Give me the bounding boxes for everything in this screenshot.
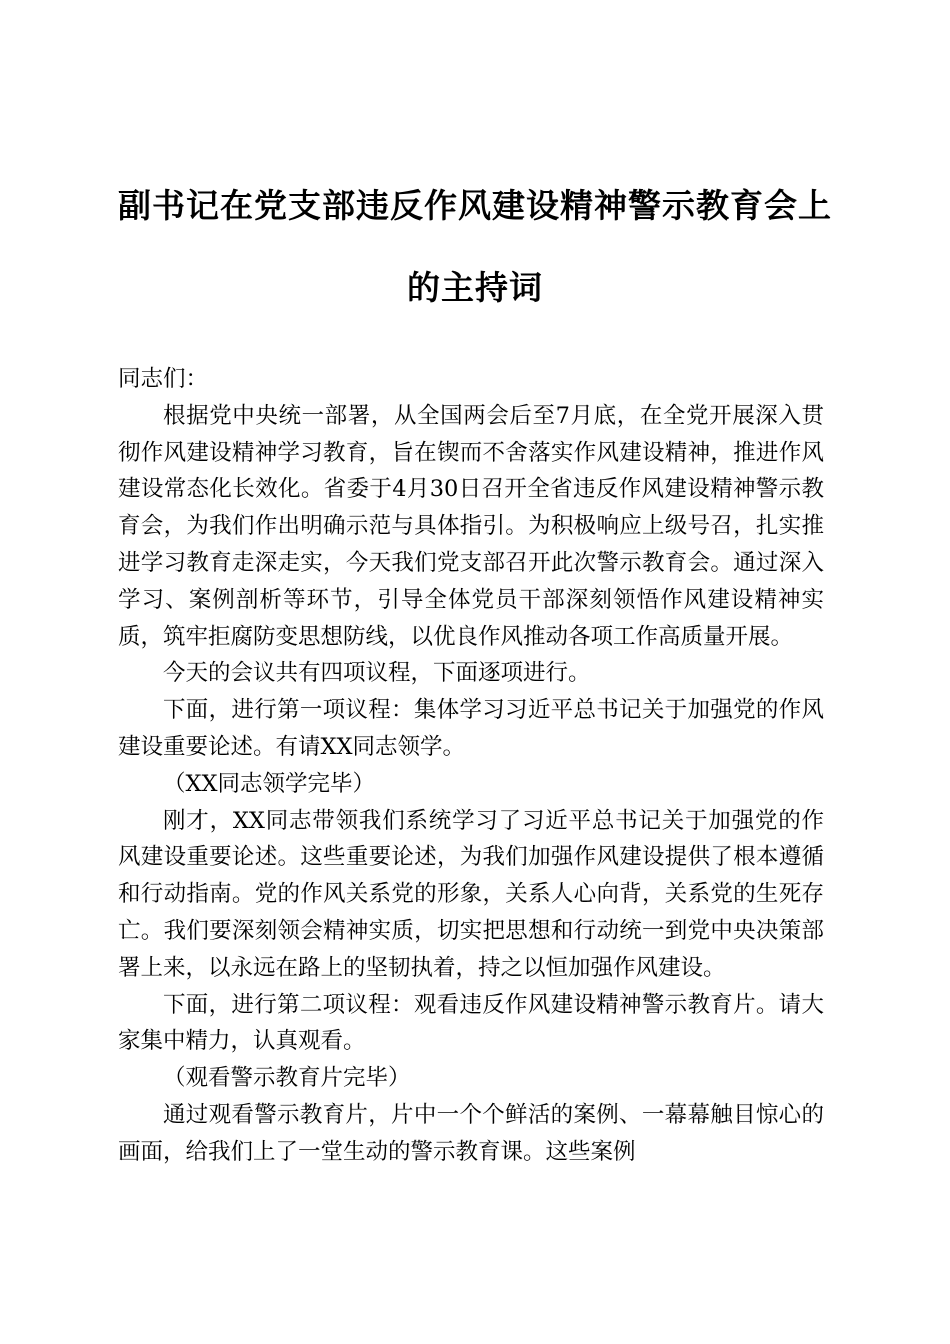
document-title: 副书记在党支部违反作风建设精神警示教育会上的主持词 [118,186,832,307]
paragraph-agenda: 今天的会议共有四项议程，下面逐项进行。 [163,660,591,687]
stage-note-video-done: （观看警示教育片完毕） [163,1065,411,1092]
paragraph-study-summary: 刚才，XX同志带领我们系统学习了习近平总书记关于加强党的作风建设重要论述。这些重要论述，为我们加强作风建设提供了根本遵循和行动指南。党的作风关系党的形象，关系人心向背，关系党的生死存亡。我们要深刻领会精神实质，切实把思想和行动统一到党中央决策部署上来，以永远在路上的坚韧执着，持之以恒加强作风建设。 [118,807,824,981]
paragraph-video-summary: 通过观看警示教育片，片中一个个鲜活的案例、一幕幕触目惊心的画面，给我们上了一堂生动的警示教育课。这些案例 [118,1101,824,1165]
paragraph-intro: 根据党中央统一部署，从全国两会后至7月底，在全党开展深入贯彻作风建设精神学习教育，旨在锲而不舍落实作风建设精神，推进作风建设常态化长效化。省委于4月30日召开全省违反作风建设精神警示教育会，为我们作出明确示范与具体指引。为积极响应上级号召，扎实推进学习教育走深走实，今天我们党支部召开此次警示教育会。通过深入学习、案例剖析等环节，引导全体党员干部深刻领悟作风建设精神实质，筑牢拒腐防变思想防线，以优良作风推动各项工作高质量开展。 [118,402,824,650]
paragraph-agenda-item-2: 下面，进行第二项议程：观看违反作风建设精神警示教育片。请大家集中精力，认真观看。 [118,991,824,1055]
stage-note-study-done: （XX同志领学完毕） [163,770,376,797]
document-body [118,361,824,1171]
paragraph-agenda-item-1: 下面，进行第一项议程：集体学习习近平总书记关于加强党的作风建设重要论述。有请XX同志领学。 [118,697,824,760]
salutation: 同志们： [118,366,209,392]
